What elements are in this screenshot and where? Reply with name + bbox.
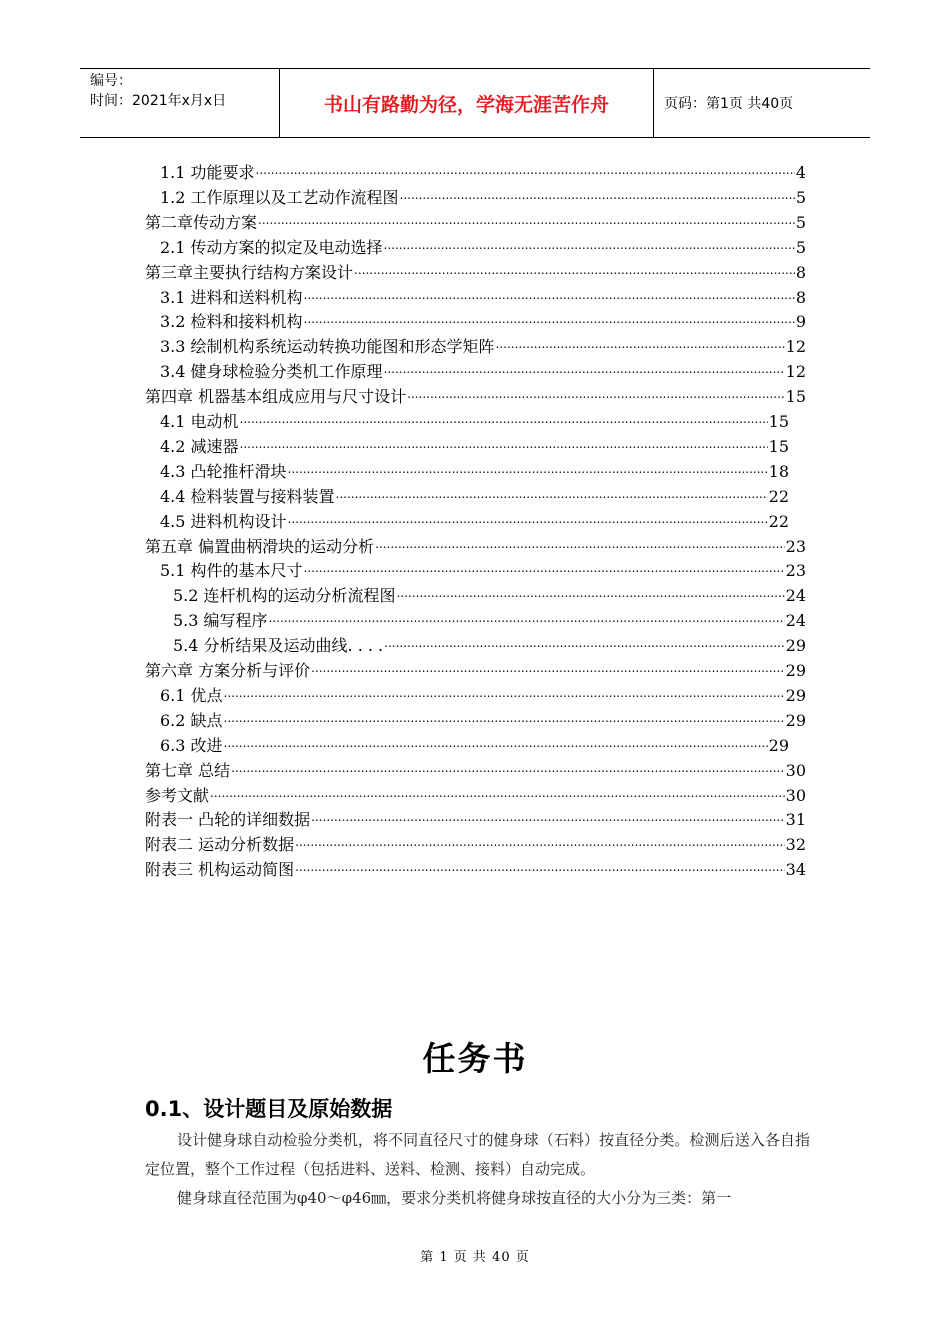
toc-entry-page: 18 — [768, 461, 789, 481]
toc-dot-leader — [224, 733, 768, 753]
toc-entry[interactable] — [160, 158, 806, 183]
toc-dot-leader — [295, 857, 785, 877]
toc-entry-title: 4.1 电动机 — [160, 412, 239, 431]
toc-entry-title: 附表一 凸轮的详细数据 — [145, 810, 311, 830]
toc-entry-title: 4.4 检料装置与接料装置 — [160, 486, 335, 506]
toc-dot-leader — [311, 807, 785, 827]
toc-entry-page: 31 — [785, 810, 806, 830]
toc-entry-page: 34 — [785, 860, 806, 880]
header-motto: 书山有路勤为径，学海无涯苦作舟 — [280, 69, 654, 137]
toc-entry-title: 6.1 优点 — [160, 685, 223, 705]
toc-entry[interactable] — [145, 781, 806, 806]
toc-entry-title: 1.2 工作原理以及工艺动作流程图 — [160, 187, 399, 207]
toc-dot-leader — [384, 359, 785, 379]
toc-entry-title: 第七章 总结 — [145, 760, 231, 780]
toc-entry-page: 30 — [785, 785, 806, 805]
toc-entry-page: 4 — [795, 163, 806, 182]
toc-entry-title: 3.4 健身球检验分类机工作原理 — [160, 362, 383, 382]
toc-dot-leader — [288, 459, 768, 479]
toc-entry-page: 22 — [768, 486, 789, 506]
toc-entry-title: 附表二 运动分析数据 — [145, 835, 295, 855]
toc-entry[interactable] — [145, 855, 806, 880]
toc-entry-title: 3.1 进料和送料机构 — [160, 287, 303, 307]
toc-entry[interactable] — [145, 656, 806, 681]
toc-entry[interactable] — [145, 532, 806, 557]
toc-entry-page: 12 — [785, 337, 806, 357]
toc-entry-title: 5.1 构件的基本尺寸 — [160, 561, 303, 581]
toc-entry-title: 6.3 改进 — [160, 735, 223, 755]
toc-dot-leader — [400, 185, 795, 205]
toc-entry-page: 9 — [795, 312, 806, 332]
toc-dot-leader — [224, 708, 785, 728]
body-paragraph: 设计健身球自动检验分类机，将不同直径尺寸的健身球（石料）按直径分类。检测后送入各自指定位置，整个工作过程（包括进料、送料、检测、接料）自动完成。 — [145, 1131, 810, 1178]
toc-entry-title: 4.3 凸轮推杆滑块 — [160, 461, 287, 481]
toc-entry-title: 2.1 传动方案的拟定及电动选择 — [160, 237, 383, 257]
toc-entry-page: 29 — [785, 685, 806, 705]
toc-entry-title: 附表三 机构运动简图 — [145, 860, 295, 880]
toc-entry[interactable] — [173, 581, 806, 606]
toc-entry[interactable] — [160, 432, 789, 457]
toc-dot-leader — [269, 608, 785, 628]
toc-entry[interactable] — [160, 731, 789, 756]
toc-entry-title: 3.3 绘制机构系统运动转换功能图和形态学矩阵 — [160, 337, 495, 357]
toc-entry-page: 23 — [785, 536, 806, 556]
toc-entry[interactable] — [160, 556, 806, 581]
toc-dot-leader — [240, 434, 768, 454]
toc-dot-leader — [224, 683, 785, 703]
toc-entry[interactable] — [160, 706, 806, 731]
toc-entry-title: 3.2 检料和接料机构 — [160, 312, 303, 332]
toc-dot-leader — [311, 658, 785, 678]
toc-entry-title: 5.4 分析结果及运动曲线. . . . — [173, 636, 384, 656]
toc-entry-title: 1.1 功能要求 — [160, 163, 255, 182]
toc-entry[interactable] — [160, 183, 806, 208]
toc-entry-page: 5 — [795, 187, 806, 207]
toc-entry-title: 第四章 机器基本组成应用与尺寸设计 — [145, 387, 407, 407]
toc-entry-title: 第三章主要执行结构方案设计 — [145, 262, 354, 282]
toc-entry[interactable] — [160, 307, 806, 332]
toc-entry-page: 15 — [768, 436, 789, 456]
toc-dot-leader — [375, 534, 785, 554]
toc-entry[interactable] — [160, 507, 789, 532]
toc-dot-leader — [354, 260, 795, 280]
toc-entry[interactable] — [145, 805, 806, 830]
toc-entry-page: 22 — [768, 511, 789, 531]
toc-entry-title: 第二章传动方案 — [145, 212, 258, 232]
toc-entry[interactable] — [173, 606, 806, 631]
toc-entry-title: 第六章 方案分析与评价 — [145, 661, 311, 680]
toc-entry-page: 8 — [795, 287, 806, 307]
toc-dot-leader — [304, 558, 785, 578]
toc-entry-page: 30 — [785, 760, 806, 780]
toc-entry[interactable] — [160, 407, 789, 432]
toc-entry-title: 参考文献 — [145, 785, 210, 805]
time-label: 时间：2021年x月x日 — [90, 93, 227, 109]
toc-entry-page: 15 — [768, 412, 789, 431]
toc-entry[interactable] — [145, 258, 806, 283]
toc-dot-leader — [304, 285, 795, 305]
toc-entry-page: 24 — [785, 611, 806, 631]
toc-entry[interactable] — [145, 208, 806, 233]
toc-dot-leader — [256, 160, 795, 180]
toc-entry-page: 24 — [785, 586, 806, 606]
toc-entry-page: 23 — [785, 561, 806, 581]
toc-entry-title: 第五章 偏置曲柄滑块的运动分析 — [145, 536, 375, 556]
toc-entry[interactable] — [160, 357, 806, 382]
toc-entry[interactable] — [173, 631, 806, 656]
toc-dot-leader — [295, 832, 785, 852]
toc-entry-title: 5.2 连杆机构的运动分析流程图 — [173, 586, 396, 606]
toc-entry-page: 29 — [785, 661, 806, 680]
toc-dot-leader — [304, 309, 795, 329]
toc-entry[interactable] — [160, 233, 806, 258]
header-page-info: 页码：第1页 共40页 — [664, 96, 794, 112]
number-label: 编号： — [90, 73, 132, 89]
toc-dot-leader — [288, 509, 768, 529]
toc-entry-page: 5 — [795, 237, 806, 257]
toc-entry-page: 12 — [785, 362, 806, 382]
toc-entry[interactable] — [145, 830, 806, 855]
toc-entry[interactable] — [160, 283, 806, 308]
toc-entry-page: 8 — [795, 262, 806, 282]
toc-entry-page: 29 — [768, 735, 789, 755]
toc-entry-page: 15 — [785, 387, 806, 407]
toc-entry-title: 6.2 缺点 — [160, 710, 223, 730]
toc-entry[interactable] — [160, 332, 806, 357]
toc-dot-leader — [240, 409, 768, 429]
toc-entry[interactable] — [160, 482, 789, 507]
toc-dot-leader — [258, 210, 795, 230]
toc-dot-leader — [397, 583, 785, 603]
toc-entry[interactable] — [145, 756, 806, 781]
header-meta — [80, 69, 280, 137]
section-heading: 0.1、设计题目及原始数据 — [145, 1097, 393, 1121]
toc-dot-leader — [384, 633, 785, 653]
body-paragraph: 健身球直径范围为φ40～φ46㎜，要求分类机将健身球按直径的大小分为三类：第一 — [177, 1189, 732, 1207]
toc-dot-leader — [407, 384, 785, 404]
toc-dot-leader — [336, 484, 768, 504]
toc-dot-leader — [384, 235, 795, 255]
toc-entry-title: 5.3 编写程序 — [173, 611, 268, 631]
toc-dot-leader — [210, 783, 785, 803]
toc-entry[interactable] — [145, 382, 806, 407]
toc-entry-page: 29 — [785, 636, 806, 656]
toc-entry-title: 4.5 进料机构设计 — [160, 511, 287, 531]
toc-dot-leader — [496, 334, 785, 354]
toc-entry-page: 5 — [795, 212, 806, 232]
page-footer: 第 1 页 共 40 页 — [420, 1250, 530, 1265]
toc-entry[interactable] — [160, 457, 789, 482]
toc-entry[interactable] — [160, 681, 806, 706]
toc-entry-title: 4.2 减速器 — [160, 436, 239, 456]
toc-entry-page: 29 — [785, 710, 806, 730]
toc-dot-leader — [231, 758, 785, 778]
document-title: 任务书 — [422, 1039, 528, 1078]
toc-entry-page: 32 — [785, 835, 806, 855]
page-header — [80, 68, 870, 138]
